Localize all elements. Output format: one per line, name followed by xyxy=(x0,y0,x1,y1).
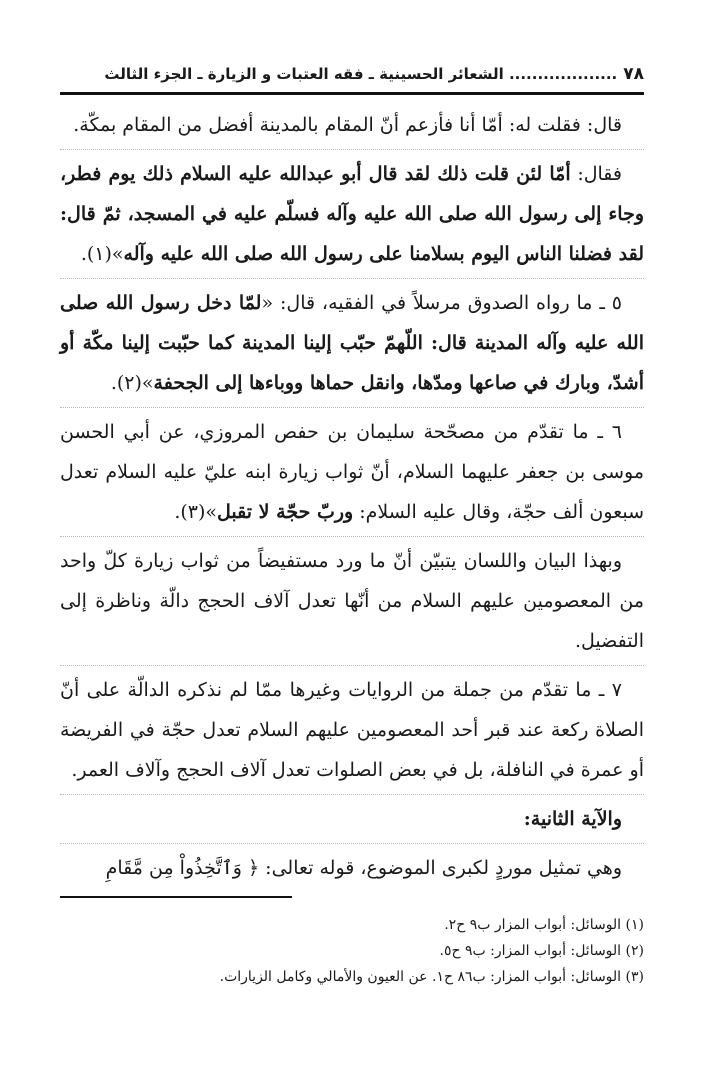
paragraph-divider xyxy=(60,794,644,795)
paragraph-2-quote: أمّا لئن قلت ذلك لقد قال أبو عبدالله عليه السلام ذلك يوم فطر، وجاء إلى رسول الله صلى الله عليه وآله فسلّم عليه في المسجد، ثمّ قال: لقد فضلنا الناس اليوم بسلامنا على رسول الله صلى الله عليه وآله xyxy=(60,163,644,265)
main-text xyxy=(60,105,644,888)
paragraph-2 xyxy=(60,154,644,274)
paragraph-divider xyxy=(60,843,644,844)
paragraph-5: وبهذا البيان واللسان يتبيّن أنّ ما ورد مستفيضاً من ثواب زيارة كلّ واحد من المعصومين عليهم السلام من أنّها تعدل آلاف الحجج دالّة وناظرة إلى التفضيل. xyxy=(60,550,644,652)
paragraph-7: وهي تمثيل موردٍ لكبرى الموضوع، قوله تعالى: ﴿ وَٱتَّخِذُواْ مِن مَّقَامِ xyxy=(105,857,622,879)
running-header xyxy=(60,58,644,90)
running-title: ................... الشعائر الحسينية ـ فقه العتبات و الزيارة ـ الجزء الثالث xyxy=(104,65,618,83)
paragraph-divider xyxy=(60,665,644,666)
footnote-2: (٢) الوسائل: أبواب المزار: ب٩ ح٥. xyxy=(439,943,644,959)
footnote-3: (٣) الوسائل: أبواب المزار: ب٨٦ ح١. عن العيون والأمالي وكامل الزيارات. xyxy=(219,969,644,985)
header-rule xyxy=(60,92,644,95)
footnote-rule xyxy=(60,896,292,898)
paragraph-4 xyxy=(60,412,644,532)
paragraph-3-lead: ٥ ـ ما رواه الصدوق مرسلاً في الفقيه، قال: « xyxy=(261,292,622,314)
paragraph-4-lead: ٦ ـ ما تقدّم من مصحّحة سليمان بن حفص المروزي، عن أبي الحسن موسى بن جعفر عليهما السلام، أنّ ثواب زيارة ابنه عليّ عليه السلام تعدل سبعون ألف حجّة، وقال عليه السلام: xyxy=(60,421,644,523)
paragraph-2-tail: »(١). xyxy=(80,243,124,265)
paragraph-4-quote: وربّ حجّة لا تقبل xyxy=(217,501,354,523)
paragraph-3 xyxy=(60,283,644,403)
paragraph-divider xyxy=(60,149,644,150)
paragraph-1: قال: فقلت له: أمّا أنا فأزعم أنّ المقام بالمدينة أفضل من المقام بمكّة. xyxy=(73,114,622,136)
paragraph-divider xyxy=(60,278,644,279)
paragraph-4-tail: »(٣). xyxy=(174,501,218,523)
paragraph-divider xyxy=(60,536,644,537)
page-number: ٧٨ xyxy=(623,64,644,84)
paragraph-2-lead: فقال: xyxy=(570,163,623,185)
section-heading: والآية الثانية: xyxy=(523,808,622,830)
paragraph-3-quote: لمّا دخل رسول الله صلى الله عليه وآله المدينة قال: اللّهمّ حبّب إلينا المدينة كما حبّبت إلينا مكّة أو أشدّ، وبارك في صاعها ومدّها، وانقل حماها ووباءها إلى الجحفة xyxy=(60,292,644,394)
book-page xyxy=(60,58,644,888)
footnotes xyxy=(60,912,644,990)
paragraph-divider xyxy=(60,407,644,408)
paragraph-6: ٧ ـ ما تقدّم من جملة من الروايات وغيرها ممّا لم نذكره الدالّة على أنّ الصلاة ركعة عند قبر أحد المعصومين عليهم السلام تعدل حجّة في الفريضة أو عمرة في النافلة، بل في بعض الصلوات تعدل آلاف الحجج وآلاف العمر. xyxy=(60,679,644,781)
footnote-1: (١) الوسائل: أبواب المزار ب٩ ح٢. xyxy=(444,917,644,933)
paragraph-3-tail: »(٢). xyxy=(110,372,154,394)
